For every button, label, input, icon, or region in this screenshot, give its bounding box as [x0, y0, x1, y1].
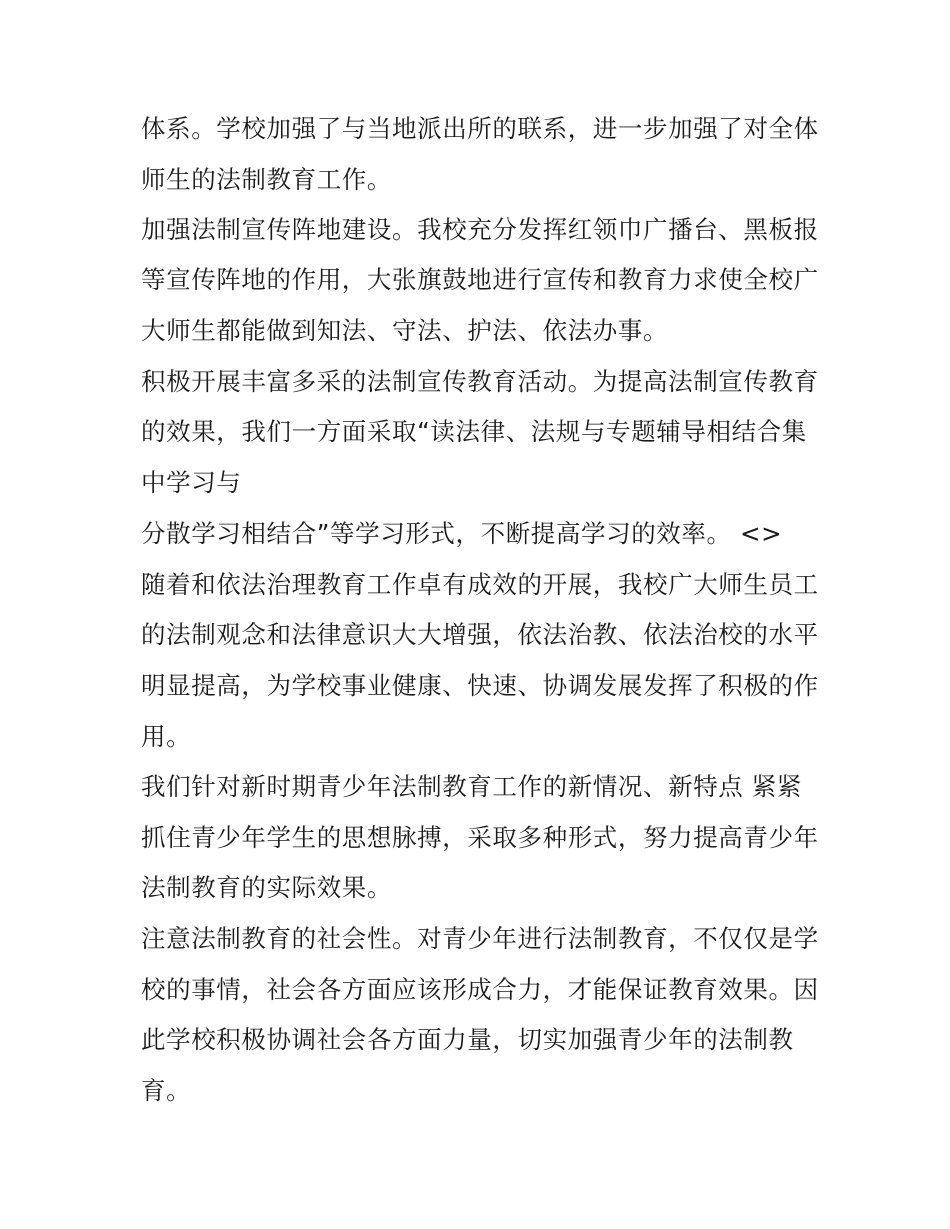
text-line: 法制教育的实际效果。 [141, 873, 392, 902]
text-line: 大师生都能做到知法、守法、护法、依法办事。 [141, 316, 669, 345]
text-line: 注意法制教育的社会性。对青少年进行法制教育，不仅仅是学 [141, 924, 819, 953]
text-line: 体系。学校加强了与当地派出所的联系，进一步加强了对全体 [141, 114, 819, 143]
text-line: 校的事情，社会各方面应该形成合力，才能保证教育效果。因 [141, 975, 819, 1004]
text-line: 抓住青少年学生的思想脉搏，采取多种形式，努力提高青少年 [141, 823, 819, 852]
text-line: 中学习与 [141, 468, 242, 497]
text-line: 明显提高，为学校事业健康、快速、协调发展发挥了积极的作 [141, 671, 819, 700]
text-line: 师生的法制教育工作。 [141, 165, 392, 194]
text-line: 的效果，我们一方面采取“读法律、法规与专题辅导相结合集 [141, 417, 807, 446]
text-line: 等宣传阵地的作用，大张旗鼓地进行宣传和教育力求使全校广 [141, 265, 819, 294]
text-line: 随着和依法治理教育工作卓有成效的开展，我校广大师生员工 [141, 570, 819, 599]
text-line: 分散学习相结合”等学习形式，不断提高学习的效率。 <> [141, 519, 783, 548]
text-line: 用。 [141, 722, 192, 751]
text-line: 育。 [141, 1076, 192, 1105]
text-line: 加强法制宣传阵地建设。我校充分发挥红领巾广播台、黑板报 [141, 215, 819, 244]
text-line: 积极开展丰富多采的法制宣传教育活动。为提高法制宣传教育 [141, 367, 819, 396]
text-line: 的法制观念和法律意识大大增强，依法治教、依法治校的水平 [141, 620, 819, 649]
text-line: 我们针对新时期青少年法制教育工作的新情况、新特点 紧紧 [141, 772, 802, 801]
text-line: 此学校积极协调社会各方面力量，切实加强青少年的法制教 [141, 1025, 794, 1054]
